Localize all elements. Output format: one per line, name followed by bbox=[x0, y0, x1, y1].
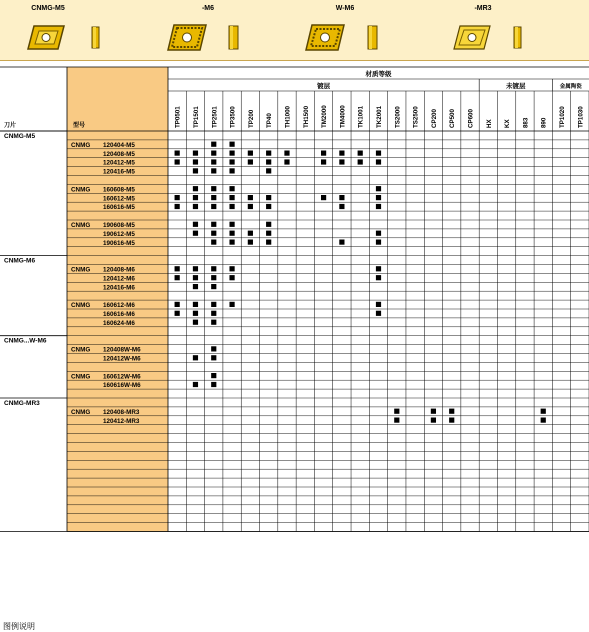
availability-mark bbox=[431, 418, 436, 423]
availability-mark bbox=[321, 151, 326, 156]
availability-mark bbox=[211, 151, 216, 156]
availability-mark bbox=[193, 320, 198, 325]
grade-header-tm4000: TM4000 bbox=[339, 105, 347, 128]
model-code: 120408-MR3 bbox=[103, 408, 140, 416]
availability-mark bbox=[449, 409, 454, 414]
model-code: 160616W-M6 bbox=[103, 382, 141, 390]
model-prefix: CNMG bbox=[71, 302, 91, 310]
availability-mark bbox=[211, 195, 216, 200]
grade-header-883: 883 bbox=[522, 117, 530, 128]
availability-mark bbox=[376, 266, 381, 271]
availability-mark bbox=[193, 204, 198, 209]
availability-mark bbox=[175, 266, 180, 271]
model-code: 190612-M5 bbox=[103, 230, 135, 238]
availability-mark bbox=[339, 151, 344, 156]
grade-header-890: 890 bbox=[540, 117, 548, 128]
grade-header-ts2000: TS2000 bbox=[394, 106, 402, 128]
availability-mark bbox=[193, 186, 198, 191]
availability-mark bbox=[193, 284, 198, 289]
availability-mark bbox=[376, 186, 381, 191]
availability-mark bbox=[211, 373, 216, 378]
uncoated-header: 未镀层 bbox=[506, 83, 526, 90]
grade-header-tk2001: TK2001 bbox=[376, 105, 383, 128]
model-code: 120416-M6 bbox=[103, 284, 135, 292]
availability-mark bbox=[175, 204, 180, 209]
model-code: 120412W-M6 bbox=[103, 355, 141, 363]
model-code: 160616-M6 bbox=[103, 311, 135, 318]
availability-mark bbox=[431, 409, 436, 414]
availability-mark bbox=[266, 222, 271, 227]
availability-mark bbox=[211, 346, 216, 351]
grade-header-hx: HX bbox=[485, 119, 493, 128]
availability-mark bbox=[211, 275, 216, 280]
availability-mark bbox=[211, 142, 216, 147]
availability-mark bbox=[193, 266, 198, 271]
availability-mark bbox=[193, 195, 198, 200]
model-code: 190616-M5 bbox=[103, 239, 135, 247]
availability-mark bbox=[193, 168, 198, 173]
availability-mark bbox=[175, 151, 180, 156]
availability-mark bbox=[229, 275, 234, 280]
availability-mark bbox=[175, 311, 180, 316]
availability-mark bbox=[211, 231, 216, 236]
grade-header-tp1020: TP1020 bbox=[559, 106, 567, 128]
coated-header: 镀层 bbox=[317, 83, 331, 90]
availability-mark bbox=[229, 159, 234, 164]
availability-mark bbox=[211, 355, 216, 360]
availability-mark bbox=[376, 195, 381, 200]
grade-header-cp600: CP600 bbox=[467, 109, 475, 128]
model-code: 160608-M5 bbox=[103, 186, 135, 194]
availability-mark bbox=[266, 168, 271, 173]
grade-header-th1000: TH1000 bbox=[284, 105, 292, 128]
availability-mark bbox=[266, 240, 271, 245]
availability-mark bbox=[211, 266, 216, 271]
model-code: 160612-M5 bbox=[103, 195, 135, 203]
availability-mark bbox=[193, 302, 198, 307]
availability-mark bbox=[376, 302, 381, 307]
group-label: CNMG-M5 bbox=[4, 133, 36, 140]
group-label: CNMG-M6 bbox=[4, 257, 36, 265]
model-prefix: CNMG bbox=[71, 141, 91, 149]
grade-header-tm2000: TM2000 bbox=[321, 105, 329, 128]
availability-mark bbox=[339, 240, 344, 245]
availability-mark bbox=[193, 231, 198, 236]
model-code: 120404-M5 bbox=[103, 141, 135, 149]
model-code: 160624-M6 bbox=[103, 319, 135, 327]
grade-header-tp40: TP40 bbox=[266, 113, 274, 128]
availability-mark bbox=[248, 231, 253, 236]
model-code: 160612-M6 bbox=[103, 302, 135, 310]
model-prefix: CNMG bbox=[71, 186, 91, 194]
availability-mark bbox=[541, 418, 546, 423]
model-code: 160616-M5 bbox=[103, 204, 135, 212]
availability-mark bbox=[284, 159, 289, 164]
grade-header-tp1030: TP1030 bbox=[577, 106, 585, 128]
availability-mark bbox=[266, 195, 271, 200]
grade-header-cp200: CP200 bbox=[430, 109, 438, 128]
availability-mark bbox=[229, 151, 234, 156]
availability-mark bbox=[211, 222, 216, 227]
model-prefix: CNMG bbox=[71, 222, 91, 229]
availability-mark bbox=[193, 151, 198, 156]
grade-header-cp500: CP500 bbox=[449, 109, 457, 128]
grade-header-tp0501: TP0501 bbox=[174, 106, 182, 128]
availability-mark bbox=[211, 302, 216, 307]
availability-mark bbox=[358, 151, 363, 156]
grade-header-tp2501: TP2501 bbox=[211, 106, 219, 128]
availability-mark bbox=[175, 275, 180, 280]
availability-mark bbox=[193, 275, 198, 280]
availability-mark bbox=[376, 151, 381, 156]
availability-mark bbox=[339, 159, 344, 164]
availability-mark bbox=[321, 159, 326, 164]
model-code: 120408-M5 bbox=[103, 150, 135, 158]
availability-mark bbox=[211, 186, 216, 191]
availability-mark bbox=[229, 204, 234, 209]
availability-mark bbox=[211, 240, 216, 245]
availability-mark bbox=[175, 159, 180, 164]
insert-title-wm6: W-M6 bbox=[335, 5, 355, 12]
availability-mark bbox=[321, 195, 326, 200]
model-code: 120416-M5 bbox=[103, 168, 135, 176]
insert-column-header: 刀片 bbox=[4, 123, 17, 129]
availability-mark bbox=[394, 418, 399, 423]
footer-note: 图例说明 bbox=[3, 622, 35, 631]
model-code: 160612W-M6 bbox=[103, 373, 141, 381]
availability-mark bbox=[193, 382, 198, 387]
grade-header-tp200: TP200 bbox=[247, 109, 255, 128]
model-prefix: CNMG bbox=[71, 408, 91, 416]
model-code: 120412-M5 bbox=[103, 159, 135, 167]
availability-mark bbox=[211, 284, 216, 289]
availability-mark bbox=[394, 409, 399, 414]
availability-mark bbox=[284, 151, 289, 156]
cermet-header: 金属陶瓷 bbox=[559, 84, 582, 90]
availability-mark bbox=[229, 168, 234, 173]
availability-mark bbox=[229, 195, 234, 200]
availability-mark bbox=[376, 240, 381, 245]
model-code: 120408-M6 bbox=[103, 266, 135, 274]
availability-mark bbox=[193, 355, 198, 360]
availability-mark bbox=[248, 159, 253, 164]
grade-header-kx: KX bbox=[504, 119, 512, 128]
availability-mark bbox=[193, 222, 198, 227]
grade-header-ts2500: TS2500 bbox=[412, 106, 420, 128]
availability-mark bbox=[229, 231, 234, 236]
model-code: 120412-MR3 bbox=[103, 417, 140, 425]
insert-title-m6: -M6 bbox=[201, 5, 215, 12]
availability-mark bbox=[229, 186, 234, 191]
availability-mark bbox=[266, 159, 271, 164]
grade-header-tp1501: TP1501 bbox=[192, 106, 200, 128]
model-prefix: CNMG bbox=[71, 373, 91, 381]
availability-mark bbox=[211, 320, 216, 325]
model-code: 190608-M5 bbox=[103, 222, 135, 229]
availability-mark bbox=[541, 409, 546, 414]
availability-mark bbox=[211, 159, 216, 164]
availability-mark bbox=[248, 151, 253, 156]
availability-mark bbox=[248, 195, 253, 200]
insert-title-m5: CNMG-M5 bbox=[31, 5, 65, 12]
availability-mark bbox=[266, 231, 271, 236]
grade-header-th1500: TH1500 bbox=[302, 105, 310, 128]
availability-mark bbox=[211, 311, 216, 316]
model-prefix: CNMG bbox=[71, 266, 91, 274]
availability-mark bbox=[211, 168, 216, 173]
model-column-header: 型号 bbox=[73, 123, 86, 129]
insert-title-mr3: -MR3 bbox=[474, 5, 492, 12]
availability-mark bbox=[229, 222, 234, 227]
availability-mark bbox=[229, 266, 234, 271]
availability-mark bbox=[175, 302, 180, 307]
availability-mark bbox=[193, 311, 198, 316]
availability-mark bbox=[229, 240, 234, 245]
availability-mark bbox=[175, 195, 180, 200]
availability-mark bbox=[229, 142, 234, 147]
availability-mark bbox=[266, 151, 271, 156]
availability-mark bbox=[449, 418, 454, 423]
availability-mark bbox=[376, 275, 381, 280]
availability-mark bbox=[339, 204, 344, 209]
availability-mark bbox=[266, 204, 271, 209]
model-prefix: CNMG bbox=[71, 346, 91, 354]
group-label: CNMG...W-M6 bbox=[4, 337, 47, 345]
availability-mark bbox=[358, 159, 363, 164]
availability-mark bbox=[193, 159, 198, 164]
group-label: CNMG-MR3 bbox=[4, 400, 40, 407]
availability-mark bbox=[339, 195, 344, 200]
availability-mark bbox=[376, 204, 381, 209]
availability-mark bbox=[211, 382, 216, 387]
availability-mark bbox=[211, 204, 216, 209]
availability-mark bbox=[248, 204, 253, 209]
availability-mark bbox=[376, 159, 381, 164]
grade-header-tk1001: TK1001 bbox=[357, 105, 365, 128]
material-grade-header: 材质等级 bbox=[365, 71, 392, 78]
model-code: 120412-M6 bbox=[103, 275, 135, 283]
availability-mark bbox=[248, 240, 253, 245]
model-code: 120408W-M6 bbox=[103, 346, 141, 354]
availability-mark bbox=[376, 311, 381, 316]
availability-mark bbox=[376, 231, 381, 236]
grade-header-tp3500: TP3500 bbox=[229, 106, 237, 128]
model-column-bg bbox=[67, 67, 168, 532]
availability-mark bbox=[229, 302, 234, 307]
